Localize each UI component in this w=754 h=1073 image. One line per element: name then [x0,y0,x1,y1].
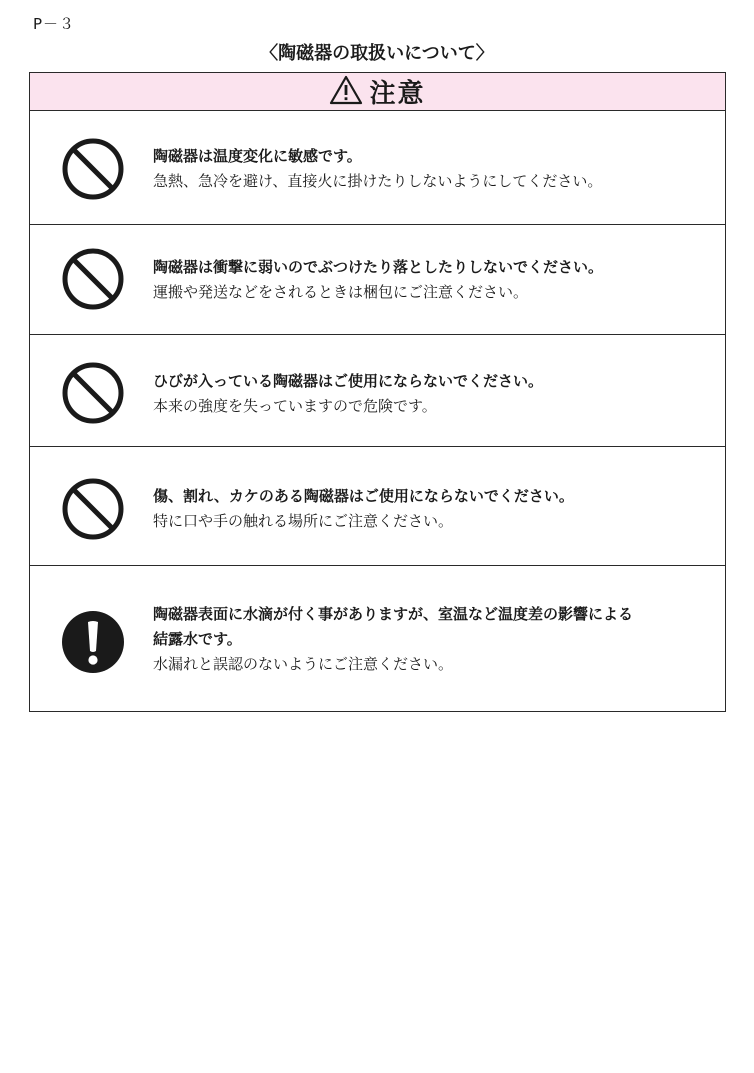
prohibition-icon [61,477,125,541]
notice-detail: 運搬や発送などをされるときは梱包にご注意ください。 [153,283,529,301]
notice-heading: 陶磁器は温度変化に敏感です。 [153,147,362,165]
notice-heading: 陶磁器は衝撃に弱いのでぶつけたり落としたりしないでください。 [153,258,604,276]
warning-triangle-icon [329,75,363,109]
notice-detail: 特に口や手の触れる場所にご注意ください。 [153,512,454,530]
notice-text [153,602,715,677]
mandatory-exclamation-icon [61,610,125,674]
prohibition-icon [61,137,125,201]
notice-heading: 結露水です。 [153,630,242,648]
caution-header [30,73,725,111]
notice-row [30,566,725,712]
notice-heading: 陶磁器表面に水滴が付く事がありますが、室温など温度差の影響による [153,605,634,623]
notice-detail: 急熱、急冷を避け、直接火に掛けたりしないようにしてください。 [153,172,603,190]
prohibition-icon [61,247,125,311]
notice-heading: ひびが入っている陶磁器はご使用にならないでください。 [153,372,544,390]
notice-row [30,335,725,447]
notice-row [30,225,725,335]
notice-text [153,144,715,194]
notice-row [30,111,725,225]
notice-text [153,484,715,534]
notice-heading: 傷、割れ、カケのある陶磁器はご使用にならないでください。 [153,487,574,505]
page-number: P－３ [33,15,76,33]
caution-table [29,72,726,712]
notice-row [30,447,725,566]
notice-detail: 水漏れと誤認のないようにご注意ください。 [153,655,454,673]
notice-detail: 本来の強度を失っていますので危険です。 [153,397,437,415]
notice-text [153,369,715,419]
notice-text [153,255,715,305]
page-title: 〈陶磁器の取扱いについて〉 [260,43,494,64]
caution-title: 注意 [369,79,426,109]
prohibition-icon [61,361,125,425]
